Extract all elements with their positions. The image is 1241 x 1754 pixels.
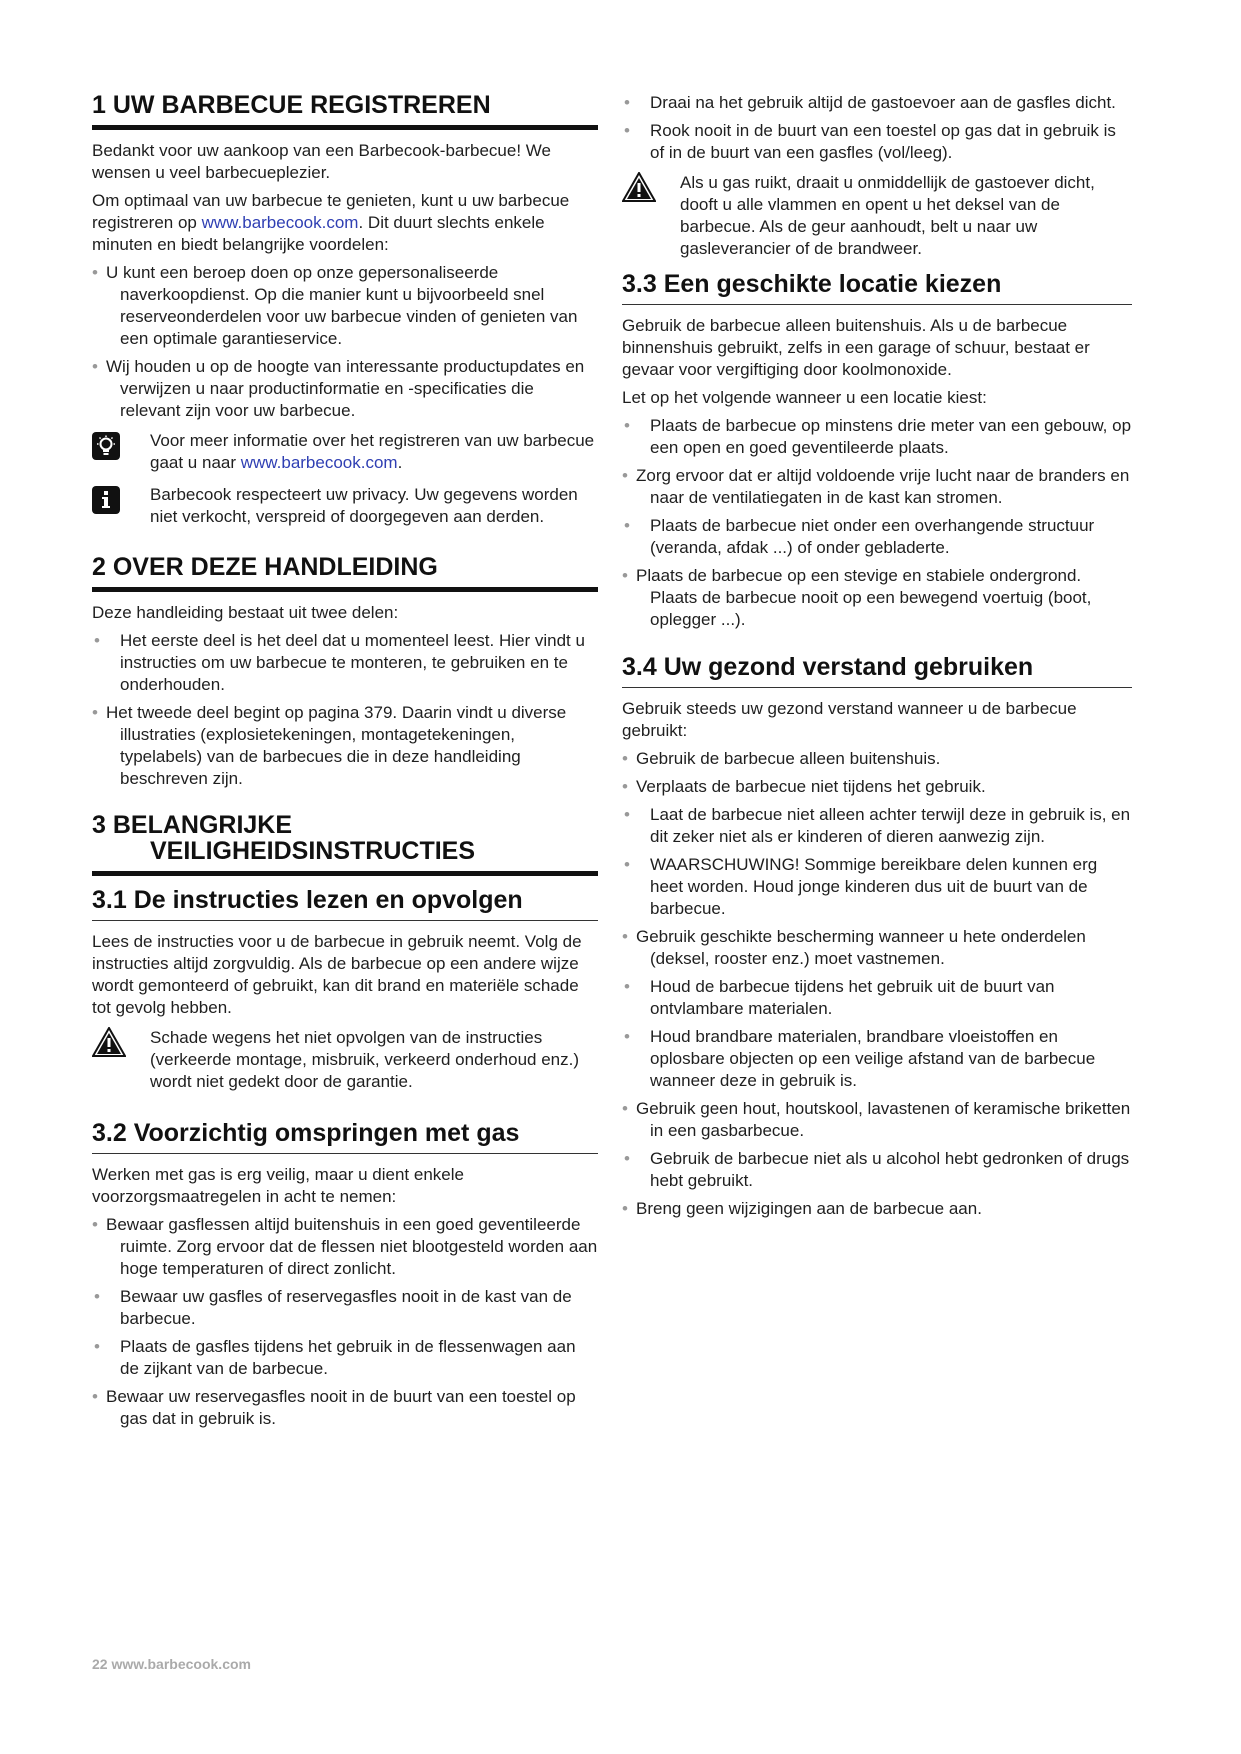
list-item: • Plaats de barbecue niet onder een overhangende structuur (veranda, afdak ...) of onder gebladerte.	[622, 515, 1132, 559]
list-item: • Draai na het gebruik altijd de gastoevoer aan de gasfles dicht.	[622, 92, 1132, 114]
section-1-benefits	[92, 262, 598, 422]
list-item: • Bewaar uw gasfles of reservegasfles nooit in de kast van de barbecue.	[92, 1286, 598, 1330]
list-item: • Laat de barbecue niet alleen achter terwijl deze in gebruik is, en dit zeker niet als er kinderen of dieren aanwezig zijn.	[622, 804, 1132, 848]
list-item: • Breng geen wijzigingen aan de barbecue aan.	[622, 1198, 1132, 1220]
page-number: 22	[92, 1656, 108, 1672]
warning-note: Als u gas ruikt, draait u onmiddellijk de gastoever dicht, dooft u alle vlammen en opent u het deksel van de barbecue. Als de geur aanhoudt, belt u naar uw gasleverancier of de brandweer.	[622, 172, 1132, 260]
section-3-title: 3 BELANGRIJKE VEILIGHEIDSINSTRUCTIES	[92, 812, 598, 876]
list-item: • Gebruik de barbecue alleen buitenshuis.	[622, 748, 1132, 770]
footer-site: www.barbecook.com	[111, 1656, 251, 1672]
right-column	[622, 92, 1132, 1226]
info-note: Barbecook respecteert uw privacy. Uw gegevens worden niet verkocht, verspreid of doorgegeven aan derden.	[92, 484, 598, 528]
section-1-intro: Bedankt voor uw aankoop van een Barbecook-barbecue! We wensen u veel barbecueplezier.	[92, 141, 551, 182]
info-icon	[92, 486, 120, 514]
section-3-3-text-2: Let op het volgende wanneer u een locatie kiest:	[622, 388, 987, 407]
list-item: • Gebruik geen hout, houtskool, lavastenen of keramische briketten in een gasbarbecue.	[622, 1098, 1132, 1142]
list-item: • Houd brandbare materialen, brandbare vloeistoffen en oplosbare objecten op een veilige afstand van de barbecue wanneer deze in gebruik is.	[622, 1026, 1132, 1092]
list-item: • Rook nooit in de buurt van een toestel op gas dat in gebruik is of in de buurt van een gasfles (vol/leeg).	[622, 120, 1132, 164]
list-item: • WAARSCHUWING! Sommige bereikbare delen kunnen erg heet worden. Houd jonge kinderen dus uit de buurt van de barbecue.	[622, 854, 1132, 920]
section-3-2-title: 3.2 Voorzichtig omspringen met gas	[92, 1119, 598, 1154]
list-item: • Zorg ervoor dat er altijd voldoende vrije lucht naar de branders en naar de ventilatiegaten in de kast kan stromen.	[622, 465, 1132, 509]
barbecook-link[interactable]: www.barbecook.com	[201, 213, 359, 232]
section-2-intro: Deze handleiding bestaat uit twee delen:	[92, 603, 399, 622]
page-footer	[92, 1656, 251, 1672]
section-1-title: 1 UW BARBECUE REGISTREREN	[92, 92, 598, 130]
section-3-2-list	[92, 1214, 598, 1430]
section-3-3-list	[622, 415, 1132, 631]
list-item: • Houd de barbecue tijdens het gebruik uit de buurt van ontvlambare materialen.	[622, 976, 1132, 1020]
warning-icon	[622, 172, 656, 202]
list-item: • Het eerste deel is het deel dat u momenteel leest. Hier vindt u instructies om uw barbecue te monteren, te gebruiken en te onderhouden.	[92, 630, 598, 696]
list-item: • Gebruik geschikte bescherming wanneer u hete onderdelen (deksel, rooster enz.) moet vastnemen.	[622, 926, 1132, 970]
list-item: • Plaats de barbecue op minstens drie meter van een gebouw, op een open en goed geventileerde plaats.	[622, 415, 1132, 459]
list-item: • Het tweede deel begint op pagina 379. Daarin vindt u diverse illustraties (explosietekeningen, montagetekeningen, typelabels) van de barbecues die in deze handleiding beschreven zijn.	[92, 702, 598, 790]
barbecook-link[interactable]: www.barbecook.com	[240, 453, 398, 472]
list-item: • Plaats de barbecue op een stevige en stabiele ondergrond. Plaats de barbecue nooit op een bewegend voertuig (boot, oplegger ...).	[622, 565, 1132, 631]
warning-note: Schade wegens het niet opvolgen van de instructies (verkeerde montage, misbruik, verkeerd onderhoud enz.) wordt niet gedekt door de garantie.	[92, 1027, 598, 1093]
section-3-2-list-continued	[622, 92, 1132, 164]
section-3-3-text: Gebruik de barbecue alleen buitenshuis. Als u de barbecue binnenshuis gebruikt, zelfs in een garage of schuur, bestaat er gevaar voor vergiftiging door koolmonoxide.	[622, 316, 1090, 379]
lightbulb-icon	[92, 432, 120, 460]
list-item: • Gebruik de barbecue niet als u alcohol hebt gedronken of drugs hebt gebruikt.	[622, 1148, 1132, 1192]
list-item: • Wij houden u op de hoogte van interessante productupdates en verwijzen u naar productinformatie en -specificaties die relevant zijn voor uw barbecue.	[92, 356, 598, 422]
section-2-parts	[92, 630, 598, 790]
section-3-3-title: 3.3 Een geschikte locatie kiezen	[622, 270, 1132, 305]
list-item: • U kunt een beroep doen op onze gepersonaliseerde naverkoopdienst. Op die manier kunt u bijvoorbeeld snel reserveonderdelen voor uw barbecue vinden of genieten van een optimale garantieservice.	[92, 262, 598, 350]
section-3-4-title: 3.4 Uw gezond verstand gebruiken	[622, 653, 1132, 688]
section-3-4-list	[622, 748, 1132, 1220]
list-item: • Plaats de gasfles tijdens het gebruik in de flessenwagen aan de zijkant van de barbecue.	[92, 1336, 598, 1380]
list-item: • Bewaar gasflessen altijd buitenshuis in een goed geventileerde ruimte. Zorg ervoor dat de flessen niet blootgesteld worden aan hoge temperaturen of direct zonlicht.	[92, 1214, 598, 1280]
section-3-4-text: Gebruik steeds uw gezond verstand wanneer u de barbecue gebruikt:	[622, 699, 1077, 740]
warning-icon	[92, 1027, 126, 1057]
left-column	[92, 92, 598, 1436]
tip-note: Voor meer informatie over het registreren van uw barbecue gaat u naar www.barbecook.com.	[92, 430, 598, 474]
section-2-title: 2 OVER DEZE HANDLEIDING	[92, 554, 598, 592]
section-3-1-title: 3.1 De instructies lezen en opvolgen	[92, 886, 598, 921]
list-item: • Bewaar uw reservegasfles nooit in de buurt van een toestel op gas dat in gebruik is.	[92, 1386, 598, 1430]
section-3-2-text: Werken met gas is erg veilig, maar u dient enkele voorzorgsmaatregelen in acht te nemen:	[92, 1165, 464, 1206]
section-3-1-text: Lees de instructies voor u de barbecue in gebruik neemt. Volg de instructies altijd zorgvuldig. Als de barbecue op een andere wijze wordt gemonteerd of gebruikt, kan dit brand en materiële schade tot gevolg hebben.	[92, 932, 582, 1017]
section-1-register-text: Om optimaal van uw barbecue te genieten, kunt u uw barbecue registreren op www.barbecook.com. Dit duurt slechts enkele minuten en biedt belangrijke voordelen:	[92, 191, 570, 254]
list-item: • Verplaats de barbecue niet tijdens het gebruik.	[622, 776, 1132, 798]
